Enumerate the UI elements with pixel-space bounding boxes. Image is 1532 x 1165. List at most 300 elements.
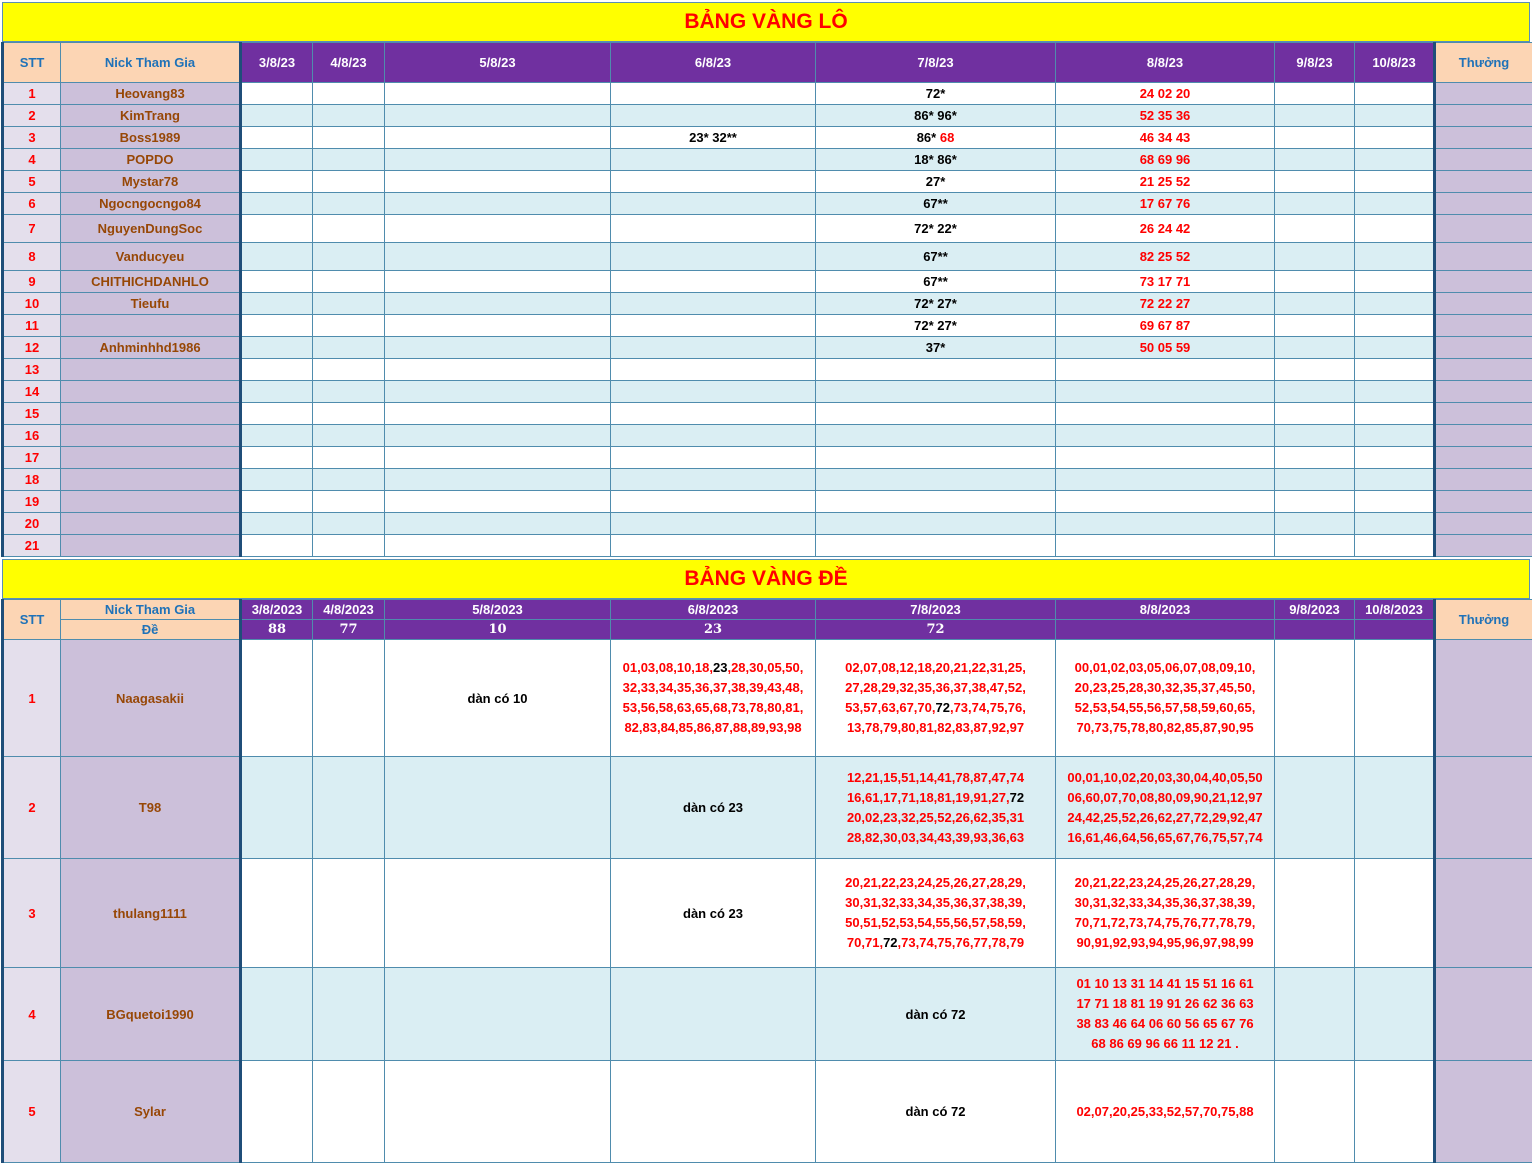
de-nick: Naagasakii [61,640,241,757]
lo-cell-5-8 [385,127,611,149]
lo-nick [61,381,241,403]
de-pick-line [1056,1034,1274,1054]
lo-pick: 67** [923,196,948,211]
lo-stt: 1 [3,83,61,105]
de-pick-list [816,859,1056,968]
lo-cell-3-8 [241,271,313,293]
de-cell-5-8 [385,757,611,859]
lo-cell-7-8 [816,491,1056,513]
de-cell-9-8 [1275,968,1355,1061]
de-pick-line [611,698,815,718]
lo-cell-3-8 [241,193,313,215]
lo-cell-5-8 [385,403,611,425]
lo-cell-7-8 [816,105,1056,127]
de-pick-line [816,913,1055,933]
lo-cell-10-8 [1355,403,1435,425]
de-pick-segment: 32,33,34,35,36,37,38,39,43,48, [622,680,804,695]
lo-cell-7-8 [816,425,1056,447]
lo-nick [61,491,241,513]
lo-thuong [1435,469,1532,491]
de-cell-7-8: dàn có 72 [816,1061,1056,1163]
lo-header-date: 4/8/23 [313,43,385,83]
de-header-stt: STT [3,600,61,640]
de-pick-line [816,808,1055,828]
lo-stt: 3 [3,127,61,149]
lo-cell-8-8: 24 02 20 [1056,83,1275,105]
lo-cell-7-8 [816,359,1056,381]
de-row [3,1061,1532,1163]
de-cell-4-8 [313,640,385,757]
lo-cell-8-8 [1056,513,1275,535]
de-pick-line [816,768,1055,788]
lo-stt: 6 [3,193,61,215]
de-pick-segment: 82,83,84,85,86,87,88,89,93,98 [624,720,802,735]
lo-cell-7-8 [816,171,1056,193]
lo-nick: Tieufu [61,293,241,315]
lo-nick [61,447,241,469]
lo-cell-8-8 [1056,535,1275,557]
lo-thuong [1435,215,1532,243]
de-result [1275,620,1355,640]
lo-cell-9-8 [1275,447,1355,469]
lo-cell-7-8 [816,315,1056,337]
lo-row [3,271,1532,293]
lo-cell-3-8 [241,171,313,193]
de-pick-line [1056,933,1274,953]
lo-nick: Mystar78 [61,171,241,193]
de-result [1355,620,1435,640]
de-pick-segment: 68 86 69 96 66 11 12 21 . [1091,1036,1239,1051]
de-pick-segment: 20,23,25,28,30,32,35,37,45,50, [1074,680,1256,695]
lo-cell-10-8 [1355,469,1435,491]
de-result-row [3,620,1532,640]
lo-cell-3-8 [241,149,313,171]
lo-cell-9-8 [1275,513,1355,535]
de-header-date: 4/8/2023 [313,600,385,620]
lo-cell-9-8 [1275,337,1355,359]
lo-cell-4-8 [313,193,385,215]
de-pick-line [1056,828,1274,848]
lo-row [3,293,1532,315]
de-cell-4-8 [313,968,385,1061]
lo-cell-9-8 [1275,271,1355,293]
de-cell-4-8 [313,757,385,859]
lo-pick: 18* 86* [914,152,957,167]
lo-cell-7-8 [816,403,1056,425]
lo-cell-8-8 [1056,469,1275,491]
lo-row [3,315,1532,337]
lo-cell-5-8 [385,337,611,359]
lo-cell-4-8 [313,149,385,171]
lo-row [3,83,1532,105]
lo-nick: Vanducyeu [61,243,241,271]
de-cell-6-8 [611,968,816,1061]
lo-cell-6-8 [611,171,816,193]
lo-header-nick: Nick Tham Gia [61,43,241,83]
lo-stt: 20 [3,513,61,535]
lo-cell-6-8 [611,403,816,425]
lo-cell-4-8 [313,381,385,403]
lo-cell-7-8 [816,381,1056,403]
de-pick-line [1056,893,1274,913]
de-pick-line [816,718,1055,738]
lo-cell-10-8 [1355,83,1435,105]
lo-thuong [1435,293,1532,315]
lo-cell-3-8 [241,293,313,315]
de-header-date: 5/8/2023 [385,600,611,620]
de-pick-segment: ,28,30,05,50, [727,660,804,675]
lo-cell-7-8 [816,293,1056,315]
lo-cell-10-8 [1355,271,1435,293]
lo-cell-6-8 [611,149,816,171]
de-pick-segment: 20,02,23,32,25,52,26,62,35,31 [846,809,1025,825]
de-pick-segment: 20,21,22,23,24,25,26,27,28,29, [845,875,1026,890]
lo-stt: 4 [3,149,61,171]
lo-stt: 16 [3,425,61,447]
lo-nick [61,425,241,447]
de-row [3,757,1532,859]
de-cell-7-8: dàn có 72 [816,968,1056,1061]
de-pick-segment: 30,31,32,33,34,35,36,37,38,39, [845,895,1026,910]
lo-pick: 86* 96* [914,108,957,123]
lo-cell-9-8 [1275,149,1355,171]
lo-cell-3-8 [241,127,313,149]
lo-row [3,447,1532,469]
lo-thuong [1435,337,1532,359]
lo-cell-5-8 [385,105,611,127]
de-pick-list [816,640,1056,757]
de-cell-6-8: dàn có 23 [611,859,816,968]
lo-cell-5-8 [385,315,611,337]
de-pick-line [1056,658,1274,678]
lo-header-date: 10/8/23 [1355,43,1435,83]
de-pick-segment: 53,56,58,63,65,68,73,78,80,81, [622,700,804,715]
lo-pick: 72* 22* [914,221,957,236]
lo-cell-4-8 [313,293,385,315]
de-header-nick: Nick Tham Gia [61,600,241,620]
de-pick-list [1056,859,1275,968]
lo-pick: 72* 27* [914,296,957,311]
lo-cell-7-8 [816,271,1056,293]
lo-cell-4-8 [313,315,385,337]
lo-nick: KimTrang [61,105,241,127]
lo-pick-extra: 68 [939,130,955,145]
lo-cell-8-8: 21 25 52 [1056,171,1275,193]
de-cell-3-8 [241,968,313,1061]
lo-cell-5-8 [385,425,611,447]
lo-stt: 11 [3,315,61,337]
lo-cell-6-8 [611,105,816,127]
lo-thuong [1435,513,1532,535]
de-cell-5-8: dàn có 10 [385,640,611,757]
de-pick-line [1056,994,1274,1014]
de-pick-segment: 00,01,02,03,05,06,07,08,09,10, [1074,660,1256,675]
de-header-row [3,600,1532,620]
lo-cell-6-8 [611,83,816,105]
lo-pick: 67** [923,249,948,264]
de-pick-segment: 12,21,15,51,14,41,78,87,47,74 [846,769,1025,785]
lo-cell-8-8: 73 17 71 [1056,271,1275,293]
de-stt: 4 [3,968,61,1061]
lo-thuong [1435,243,1532,271]
lo-cell-3-8 [241,403,313,425]
de-pick-segment: 02,07,20,25,33,52,57,70,75,88 [1076,1103,1254,1119]
de-pick-segment: 38 83 46 64 06 60 56 65 67 76 [1076,1016,1254,1031]
lo-nick: POPDO [61,149,241,171]
lo-row [3,403,1532,425]
lo-cell-10-8 [1355,243,1435,271]
lo-header-date: 5/8/23 [385,43,611,83]
de-cell-9-8 [1275,757,1355,859]
de-thuong [1435,640,1532,757]
de-result: 77 [313,620,385,640]
lo-header-date: 8/8/23 [1056,43,1275,83]
de-pick-line [816,828,1055,848]
lo-cell-6-8 [611,215,816,243]
lo-cell-8-8: 52 35 36 [1056,105,1275,127]
lo-cell-3-8 [241,513,313,535]
de-pick-segment: 17 71 18 81 19 91 26 62 36 63 [1076,996,1254,1011]
lo-cell-10-8 [1355,491,1435,513]
lo-cell-3-8 [241,337,313,359]
de-pick-segment: 28,82,30,03,34,43,39,93,36,63 [846,829,1025,845]
lo-cell-10-8 [1355,337,1435,359]
lo-cell-4-8 [313,243,385,271]
lo-stt: 2 [3,105,61,127]
de-pick-line [816,658,1055,678]
lo-header-date: 9/8/23 [1275,43,1355,83]
lo-cell-7-8 [816,83,1056,105]
de-pick-segment: 72 [935,700,950,715]
lo-cell-3-8 [241,535,313,557]
de-cell-3-8 [241,859,313,968]
lo-nick: NguyenDungSoc [61,215,241,243]
lo-row [3,381,1532,403]
lo-pick: 72* 27* [914,318,957,333]
de-pick-segment: 00,01,10,02,20,03,30,04,40,05,50 [1067,769,1263,785]
de-cell-3-8 [241,757,313,859]
de-result: 10 [385,620,611,640]
lo-cell-9-8 [1275,359,1355,381]
lo-cell-4-8 [313,105,385,127]
lo-cell-8-8: 50 05 59 [1056,337,1275,359]
de-title-banner [2,559,1530,599]
lo-cell-9-8 [1275,535,1355,557]
lo-cell-7-8 [816,215,1056,243]
lo-cell-10-8 [1355,381,1435,403]
de-pick-line [1056,698,1274,718]
lo-row [3,193,1532,215]
lo-thuong [1435,105,1532,127]
lo-stt: 21 [3,535,61,557]
de-cell-10-8 [1355,640,1435,757]
lo-cell-10-8 [1355,215,1435,243]
lo-table [1,42,1532,557]
de-header-date: 9/8/2023 [1275,600,1355,620]
lo-cell-4-8 [313,127,385,149]
lo-nick: Anhminhhd1986 [61,337,241,359]
lo-cell-8-8 [1056,381,1275,403]
lo-stt: 15 [3,403,61,425]
lo-cell-6-8 [611,513,816,535]
lo-header-row [3,43,1532,83]
de-pick-segment: 16,61,17,71,18,81,19,91,27, [846,789,1010,805]
lo-thuong [1435,491,1532,513]
de-result [1056,620,1275,640]
lo-thuong [1435,271,1532,293]
lo-thuong [1435,83,1532,105]
de-title: BẢNG VÀNG ĐỀ [684,567,848,590]
lo-thuong [1435,193,1532,215]
de-pick-list [1056,640,1275,757]
de-thuong [1435,859,1532,968]
lo-stt: 17 [3,447,61,469]
lo-cell-5-8 [385,83,611,105]
lo-header-stt: STT [3,43,61,83]
lo-cell-5-8 [385,535,611,557]
de-row [3,859,1532,968]
de-cell-9-8 [1275,1061,1355,1163]
lo-row [3,337,1532,359]
de-pick-line [611,718,815,738]
lo-cell-4-8 [313,425,385,447]
lo-cell-5-8 [385,193,611,215]
lo-cell-6-8 [611,425,816,447]
lo-cell-7-8 [816,127,1056,149]
lo-title: BẢNG VÀNG LÔ [684,10,848,33]
lo-cell-8-8: 82 25 52 [1056,243,1275,271]
lo-cell-8-8: 26 24 42 [1056,215,1275,243]
lo-cell-6-8 [611,381,816,403]
de-nick: Sylar [61,1061,241,1163]
de-pick-segment: 52,53,54,55,56,57,58,59,60,65, [1074,700,1256,715]
lo-thuong [1435,425,1532,447]
lo-cell-6-8 [611,359,816,381]
lo-stt: 13 [3,359,61,381]
lo-nick: CHITHICHDANHLO [61,271,241,293]
lo-nick [61,359,241,381]
lo-cell-3-8 [241,215,313,243]
de-thuong [1435,968,1532,1061]
de-pick-segment: 72 [1009,789,1025,805]
lo-cell-10-8 [1355,293,1435,315]
de-cell-6-8 [611,1061,816,1163]
de-cell-5-8 [385,968,611,1061]
de-cell-5-8 [385,1061,611,1163]
lo-pick: 72* [925,86,946,101]
lo-cell-7-8 [816,469,1056,491]
lo-title-banner [2,2,1530,42]
lo-row [3,359,1532,381]
lo-cell-4-8 [313,403,385,425]
de-pick-line [1056,1102,1274,1122]
lo-cell-9-8 [1275,293,1355,315]
lo-cell-5-8 [385,243,611,271]
de-pick-line [611,658,815,678]
lo-cell-8-8 [1056,425,1275,447]
de-pick-line [816,933,1055,953]
lo-cell-10-8 [1355,425,1435,447]
lo-cell-3-8 [241,105,313,127]
de-nick: BGquetoi1990 [61,968,241,1061]
lo-cell-5-8 [385,359,611,381]
lo-row [3,535,1532,557]
lo-stt: 9 [3,271,61,293]
de-pick-segment: 20,21,22,23,24,25,26,27,28,29, [1074,875,1256,890]
lo-row [3,127,1532,149]
lo-thuong [1435,381,1532,403]
de-pick-line [816,893,1055,913]
de-pick-line [611,678,815,698]
lo-cell-3-8 [241,447,313,469]
lo-cell-7-8 [816,149,1056,171]
lo-cell-10-8 [1355,127,1435,149]
de-pick-list [816,757,1056,859]
lo-cell-3-8 [241,315,313,337]
lo-thuong [1435,447,1532,469]
lo-cell-3-8 [241,83,313,105]
de-cell-4-8 [313,1061,385,1163]
lo-pick: 86* [916,130,937,145]
de-header-date: 3/8/2023 [241,600,313,620]
lo-cell-9-8 [1275,243,1355,271]
lo-cell-9-8 [1275,315,1355,337]
lo-nick [61,315,241,337]
de-pick-segment: 02,07,08,12,18,20,21,22,31,25, [845,660,1026,675]
lo-cell-10-8 [1355,447,1435,469]
lo-cell-6-8 [611,447,816,469]
lo-row [3,149,1532,171]
lo-row [3,215,1532,243]
lo-cell-3-8 [241,359,313,381]
de-pick-segment: 70,73,75,78,80,82,85,87,90,95 [1076,720,1254,735]
de-pick-segment: 16,61,46,64,56,65,67,76,75,57,74 [1067,829,1263,845]
lo-cell-10-8 [1355,359,1435,381]
lo-cell-6-8 [611,337,816,359]
de-pick-line [816,678,1055,698]
lo-thuong [1435,315,1532,337]
lo-cell-9-8 [1275,105,1355,127]
lo-header-date: 6/8/23 [611,43,816,83]
lo-cell-3-8 [241,491,313,513]
de-pick-line [1056,678,1274,698]
lo-cell-7-8 [816,513,1056,535]
lo-cell-9-8 [1275,127,1355,149]
de-cell-10-8 [1355,968,1435,1061]
de-row [3,640,1532,757]
de-pick-segment: 13,78,79,80,81,82,83,87,92,97 [846,720,1025,735]
lo-stt: 5 [3,171,61,193]
lo-cell-8-8: 69 67 87 [1056,315,1275,337]
lo-row [3,171,1532,193]
lo-cell-8-8 [1056,359,1275,381]
de-stt: 2 [3,757,61,859]
lo-cell-4-8 [313,535,385,557]
de-cell-3-8 [241,1061,313,1163]
lo-stt: 18 [3,469,61,491]
lo-nick [61,535,241,557]
de-pick-segment: 24,42,25,52,26,62,27,72,29,92,47 [1067,809,1263,825]
lo-thuong [1435,127,1532,149]
lo-thuong [1435,535,1532,557]
de-pick-segment: 50,51,52,53,54,55,56,57,58,59, [845,915,1026,930]
lo-cell-4-8 [313,469,385,491]
lo-cell-7-8 [816,243,1056,271]
lo-thuong [1435,149,1532,171]
de-pick-segment: 53,57,63,67,70, [845,700,936,715]
lo-cell-9-8 [1275,381,1355,403]
lo-cell-5-8 [385,293,611,315]
